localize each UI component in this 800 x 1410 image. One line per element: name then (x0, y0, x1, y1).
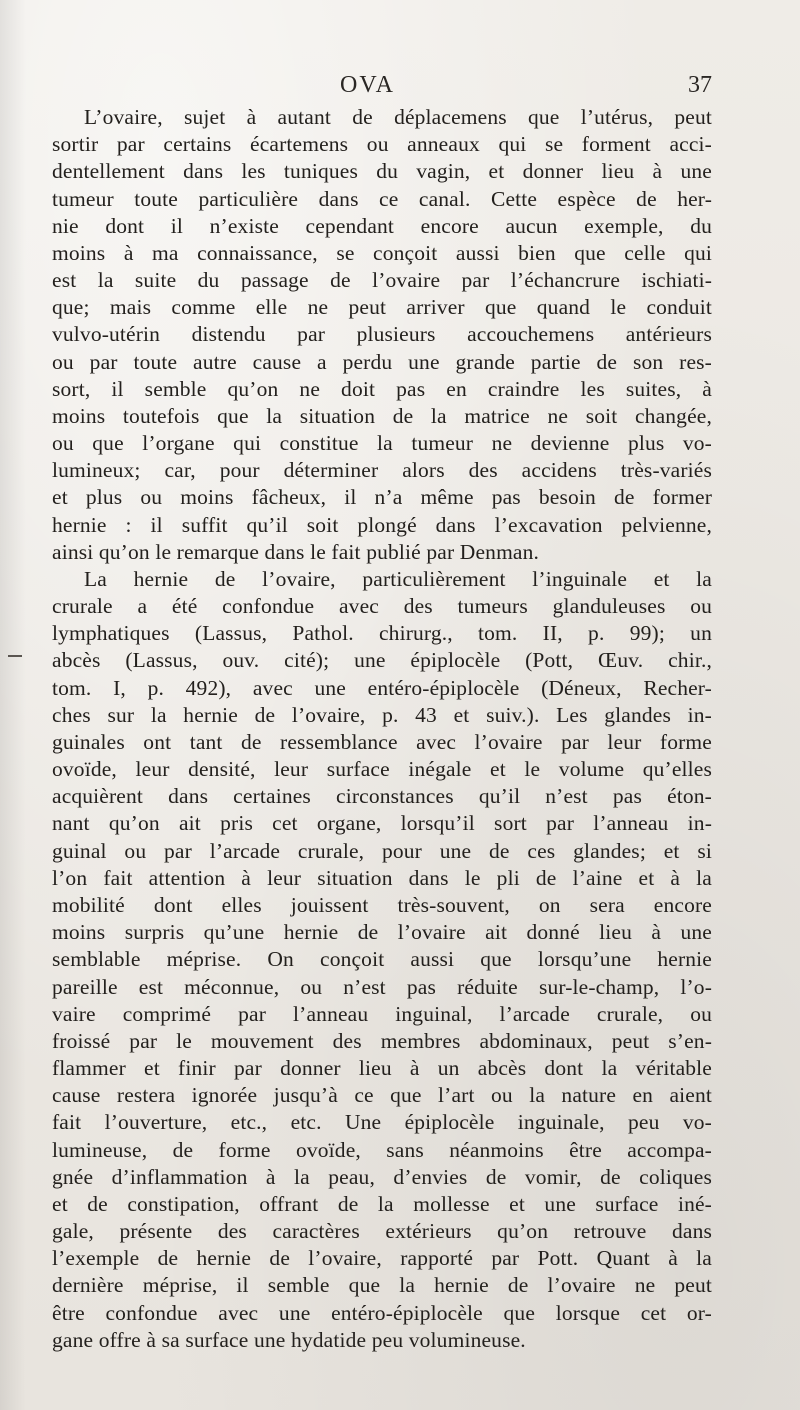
text-line: acquièrent dans certaines circonstances qu’il n’est pas éton- (52, 784, 712, 809)
text-line: abcès (Lassus, ouv. cité); une épiplocèle (Pott, Œuv. chir., (52, 648, 712, 673)
page-header (0, 72, 800, 106)
text-line: ainsi qu’on le remarque dans le fait publié par Denman. (52, 539, 540, 564)
text-line: moins toutefois que la situation de la matrice ne soit changée, (52, 403, 712, 428)
page-number: 37 (688, 72, 712, 98)
text-line: crurale a été confondue avec des tumeurs glanduleuses ou (52, 594, 712, 619)
text-line: froissé par le mouvement des membres abdominaux, peut s’en- (52, 1028, 712, 1053)
text-line: La hernie de l’ovaire, particulièrement l’inguinale et la (84, 566, 712, 591)
page-fold-shadow (0, 0, 26, 1410)
text-line: nie dont il n’existe cependant encore aucun exemple, du (52, 213, 712, 238)
body-text (52, 104, 712, 1354)
text-line: lymphatiques (Lassus, Pathol. chirurg., tom. II, p. 99); un (52, 621, 712, 646)
text-line: sort, il semble qu’on ne doit pas en craindre les suites, à (52, 376, 712, 401)
text-line: gnée d’inflammation à la peau, d’envies de vomir, de coliques (52, 1164, 712, 1189)
text-line: tumeur toute particulière dans ce canal. Cette espèce de her- (52, 186, 712, 211)
text-line: lumineuse, de forme ovoïde, sans néanmoins être accompa- (52, 1137, 712, 1162)
text-line: et plus ou moins fâcheux, il n’a même pas besoin de former (52, 485, 712, 510)
text-line: est la suite du passage de l’ovaire par l’échancrure ischiati- (52, 268, 712, 293)
text-line: ovoïde, leur densité, leur surface inégale et le volume qu’elles (52, 757, 712, 782)
text-line: L’ovaire, sujet à autant de déplacemens que l’utérus, peut (84, 105, 712, 129)
text-line: cause restera ignorée jusqu’à ce que l’art ou la nature en aient (52, 1083, 712, 1108)
text-line: tom. I, p. 492), avec une entéro-épiplocèle (Déneux, Recher- (52, 675, 712, 700)
margin-mark (8, 655, 22, 657)
text-line: mobilité dont elles jouissent très-souvent, on sera encore (52, 892, 712, 917)
text-line: semblable méprise. On conçoit aussi que lorsqu’une hernie (52, 947, 712, 972)
running-head: OVA (340, 72, 395, 98)
text-line: ou que l’organe qui constitue la tumeur ne devienne plus vo- (52, 431, 712, 456)
text-line: moins surpris qu’une hernie de l’ovaire ait donné lieu à une (52, 920, 712, 945)
text-line: gale, présente des caractères extérieurs qu’on retrouve dans (52, 1219, 712, 1244)
text-line: fait l’ouverture, etc., etc. Une épiplocèle inguinale, peu vo- (52, 1110, 712, 1135)
text-line: être confondue avec une entéro-épiplocèle que lorsque cet or- (52, 1300, 712, 1325)
text-line: gane offre à sa surface une hydatide peu volumineuse. (52, 1327, 526, 1352)
text-line: vaire comprimé par l’anneau inguinal, l’arcade crurale, ou (52, 1001, 712, 1026)
text-line: hernie : il suffit qu’il soit plongé dans l’excavation pelvienne, (52, 512, 712, 537)
text-line: flammer et finir par donner lieu à un abcès dont la véritable (52, 1056, 712, 1081)
text-line: vulvo-utérin distendu par plusieurs accouchemens antérieurs (52, 322, 712, 347)
text-line: dentellement dans les tuniques du vagin, et donner lieu à une (52, 159, 712, 184)
text-line: que; mais comme elle ne peut arriver que quand le conduit (52, 295, 712, 320)
text-line: guinales ont tant de ressemblance avec l’ovaire par leur forme (52, 729, 712, 754)
text-line: et de constipation, offrant de la mollesse et une surface iné- (52, 1191, 712, 1216)
text-line: sortir par certains écartemens ou anneaux qui se forment acci- (52, 132, 712, 157)
text-line: guinal ou par l’arcade crurale, pour une de ces glandes; et si (52, 838, 712, 863)
text-line: ches sur la hernie de l’ovaire, p. 43 et suiv.). Les glandes in- (52, 702, 712, 727)
text-line: l’exemple de hernie de l’ovaire, rapporté par Pott. Quant à la (52, 1246, 712, 1271)
text-line: pareille est méconnue, ou n’est pas réduite sur-le-champ, l’o- (52, 974, 712, 999)
text-line: l’on fait attention à leur situation dans le pli de l’aine et à la (52, 865, 712, 890)
text-line: ou par toute autre cause a perdu une grande partie de son res- (52, 349, 712, 374)
text-line: nant qu’on ait pris cet organe, lorsqu’il sort par l’anneau in- (52, 811, 712, 836)
text-line: moins à ma connaissance, se conçoit aussi bien que celle qui (52, 240, 712, 265)
text-line: lumineux; car, pour déterminer alors des accidens très-variés (52, 458, 712, 483)
text-line: dernière méprise, il semble que la hernie de l’ovaire ne peut (52, 1273, 712, 1298)
